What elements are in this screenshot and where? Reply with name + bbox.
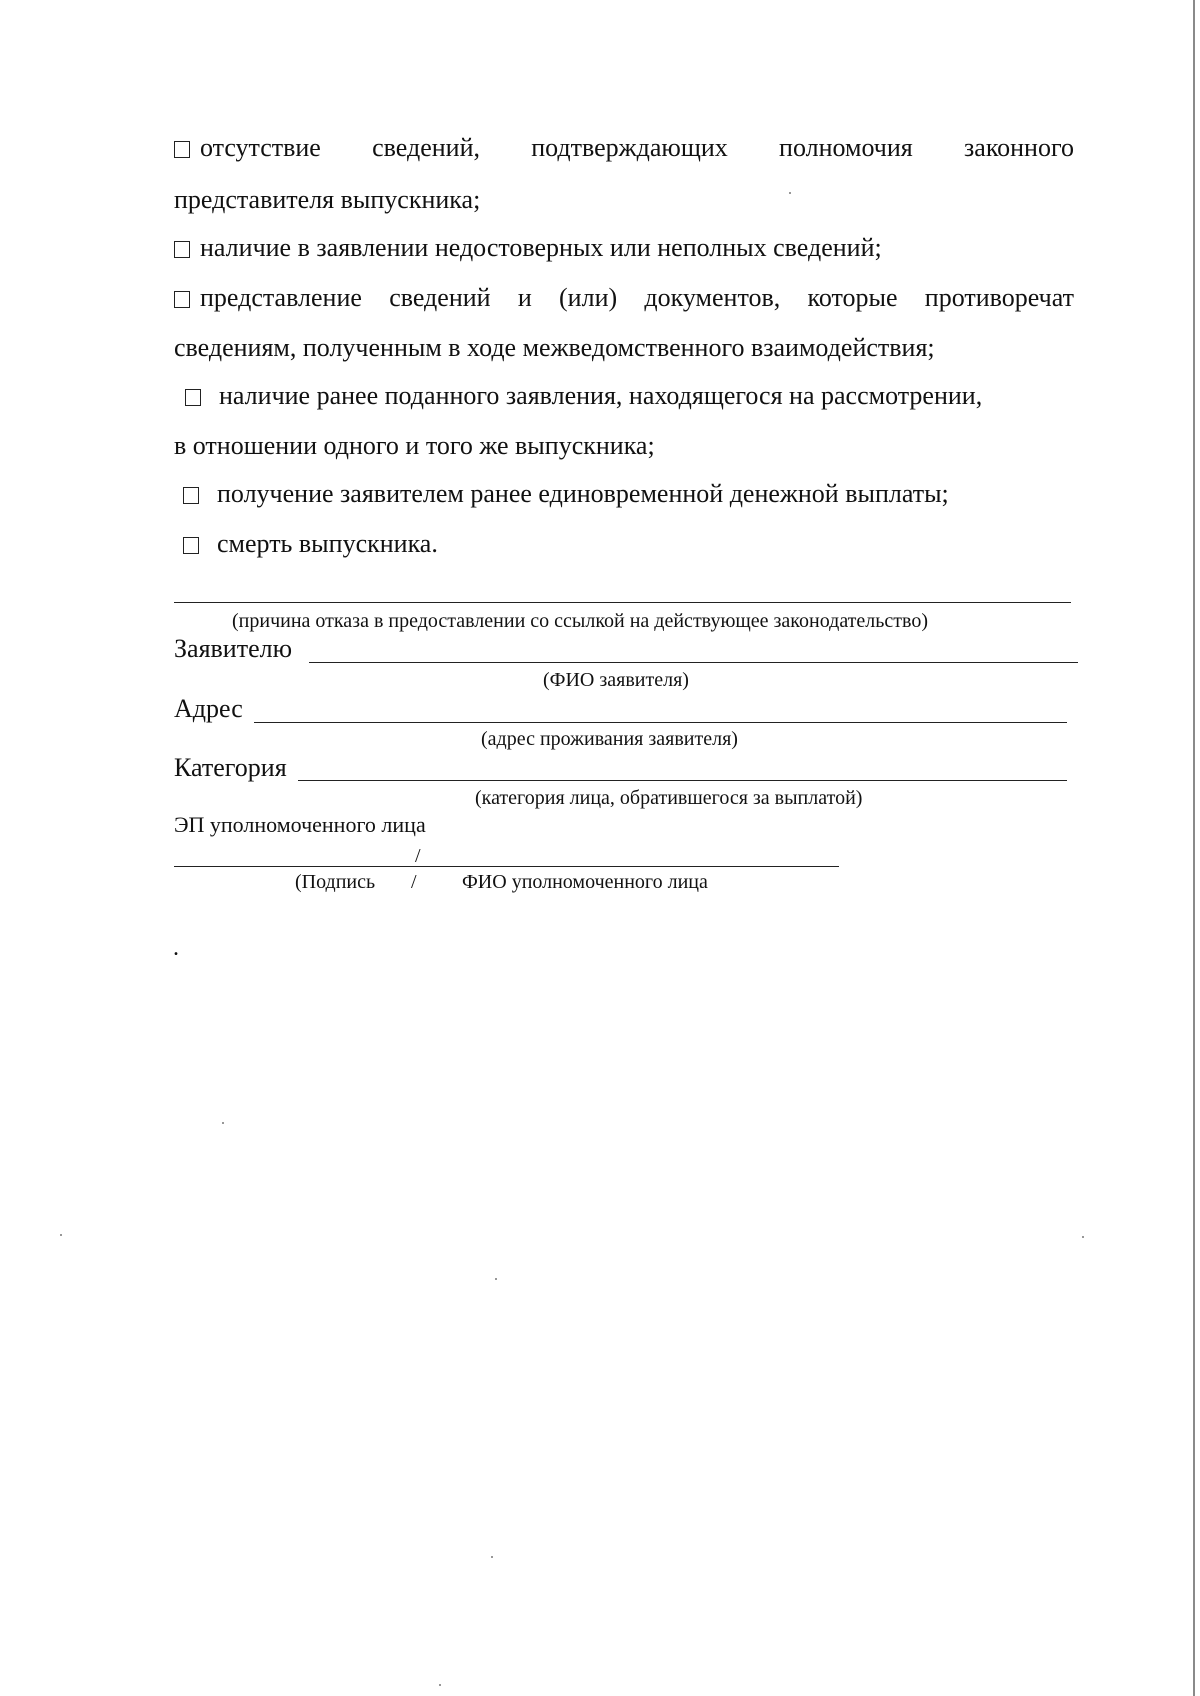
reason-5-text: получение заявителем ранее единовременной денежной выплаты; [217,479,949,508]
reason-3-word-7: противоречат [924,283,1074,312]
signature-caption-divider: / [411,871,417,893]
scan-speck [222,1122,224,1124]
stray-mark: . [173,935,179,961]
reason-2-line [174,231,1074,265]
scan-speck [60,1234,62,1236]
reason-1-line-2: представителя выпускника; [174,185,481,214]
applicant-label: Заявителю [174,634,293,663]
applicant-field-line[interactable] [309,662,1078,663]
reason-1-first-word-group [174,131,321,165]
address-label: Адрес [174,694,243,723]
reason-1-word-4: полномочия [779,133,913,162]
reason-3-word-1: представление [200,283,362,312]
reason-3-word-5: документов, [644,283,781,312]
reason-1-word-1: отсутствие [200,133,321,162]
reason-2-checkbox[interactable] [174,241,190,258]
reason-1-word-3: подтверждающих [531,133,728,162]
scan-speck [439,1684,441,1686]
refusal-reason-line[interactable] [174,602,1071,603]
reason-5-line [183,477,1083,511]
reason-1-word-5: законного [964,133,1074,162]
reason-6-text: смерть выпускника. [217,529,438,558]
reason-4-text: наличие ранее поданного заявления, находящегося на рассмотрении, [219,381,983,410]
applicant-caption: (ФИО заявителя) [543,669,689,691]
reason-6-checkbox[interactable] [183,537,199,554]
scan-speck [1082,1236,1084,1238]
scan-speck [789,192,791,194]
reason-3-line-1 [174,281,1074,315]
reason-4-checkbox[interactable] [185,389,201,406]
refusal-reason-caption: (причина отказа в предоставлении со ссылкой на действующее законодательство) [232,610,928,632]
reason-6-line [183,527,1083,561]
reason-2-text: наличие в заявлении недостоверных или неполных сведений; [200,233,882,262]
authorized-person-label: ЭП уполномоченного лица [174,812,426,837]
reason-4-line-2: в отношении одного и того же выпускника; [174,431,655,460]
reason-1-checkbox[interactable] [174,141,190,158]
category-label: Категория [174,753,287,782]
reason-1-word-2: сведений, [372,133,480,162]
reason-3-first-word-group [174,281,362,315]
authorized-signature-line[interactable] [174,866,839,867]
reason-3-word-3: и [517,283,532,312]
scan-edge-line [1193,0,1195,1696]
reason-4-line-1 [185,379,1077,413]
reason-3-checkbox[interactable] [174,291,190,308]
reason-3-word-6: которые [807,283,898,312]
reason-3-word-2: сведений [389,283,491,312]
reason-5-checkbox[interactable] [183,487,199,504]
signature-slash: / [415,845,421,867]
category-caption: (категория лица, обратившегося за выплатой) [475,787,863,809]
scan-speck [491,1556,493,1558]
address-field-line[interactable] [254,722,1067,723]
scan-speck [495,1278,497,1280]
reason-1-line-1 [174,131,1074,165]
authorized-name-caption: ФИО уполномоченного лица [462,871,708,893]
reason-3-line-2: сведениям, полученным в ходе межведомственного взаимодействия; [174,333,935,362]
signature-caption: (Подпись [295,871,376,893]
category-field-line[interactable] [298,780,1067,781]
address-caption: (адрес проживания заявителя) [481,728,738,750]
reason-3-word-4: (или) [559,283,618,312]
